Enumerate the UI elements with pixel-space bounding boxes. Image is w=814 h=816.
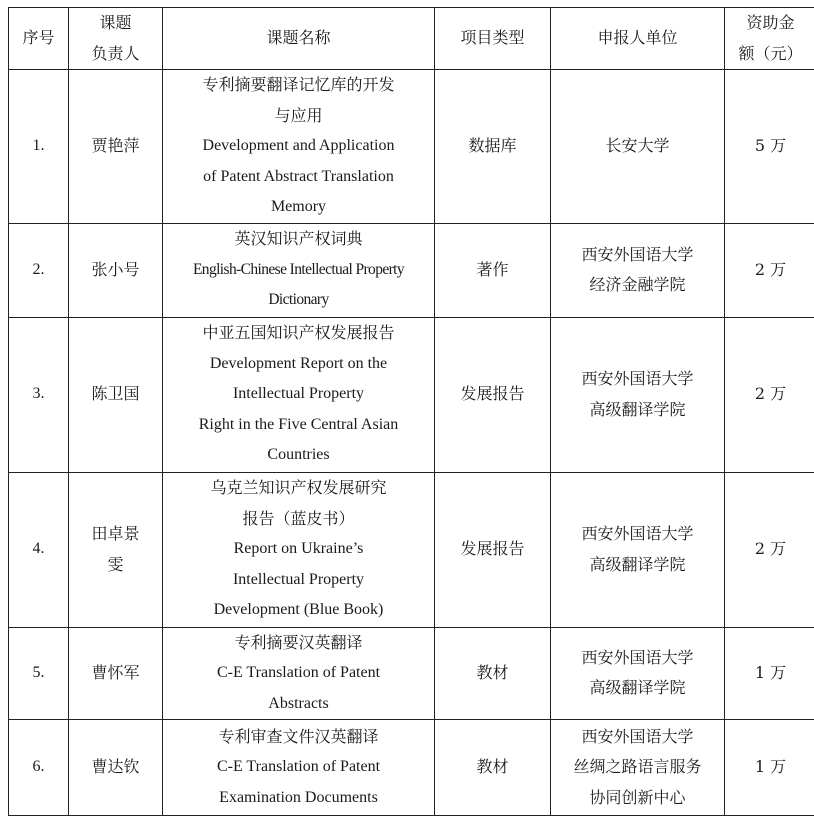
table-row (9, 70, 814, 224)
grants-table (8, 7, 814, 816)
cell-leader (69, 720, 163, 816)
text-line: Right in the Five Central Asian (198, 415, 399, 433)
text-line: 额（元） (738, 43, 803, 63)
table-body (9, 70, 814, 816)
cell-type: 发展报告 (435, 317, 551, 472)
table-row (9, 472, 814, 627)
cell-amount: 5 万 (725, 70, 814, 224)
text-line: 课题 (99, 13, 132, 32)
cell-title (163, 70, 435, 224)
table-header (9, 8, 814, 70)
title-english (166, 131, 431, 223)
text-line: Development Report on the (209, 354, 388, 372)
text-line: Development and Application (202, 137, 395, 154)
text-line: Intellectual Property (232, 570, 365, 588)
cell-title (163, 223, 435, 317)
text-line: 协同创新中心 (589, 787, 686, 807)
text-line: 高级翻译学院 (589, 678, 686, 698)
cell-index: 2. (9, 223, 69, 317)
text-line: Abstracts (268, 694, 329, 712)
text-line: 贾艳萍 (91, 136, 140, 155)
table-row (9, 720, 814, 816)
text-line: 西安外国语大学 (581, 244, 694, 264)
cell-type: 数据库 (435, 70, 551, 224)
text-line: 序号 (22, 28, 55, 48)
cell-index: 6. (9, 720, 69, 816)
text-line: Report on Ukraine’s (233, 540, 364, 558)
cell-leader (69, 627, 163, 720)
cell-type: 教材 (435, 627, 551, 720)
text-line: 西安外国语大学 (581, 524, 694, 543)
cell-title (163, 317, 435, 472)
text-line: 项目类型 (460, 28, 525, 48)
table-row (9, 223, 814, 317)
text-line: 雯 (107, 554, 124, 574)
cell-title (163, 627, 435, 720)
cell-amount: 2 万 (725, 317, 814, 472)
text-line: Intellectual Property (232, 385, 365, 403)
text-line: 西安外国语大学 (581, 726, 694, 746)
text-line: Countries (267, 446, 330, 464)
cell-unit (551, 627, 725, 720)
header-row (9, 8, 814, 70)
text-line: 西安外国语大学 (581, 647, 694, 667)
text-line: 乌克兰知识产权发展研究 (210, 478, 387, 498)
cell-amount: 1 万 (725, 627, 814, 720)
header-index (9, 8, 69, 70)
text-line: of Patent Abstract Translation (203, 167, 394, 185)
header-type (435, 8, 551, 70)
title-english (166, 349, 431, 471)
cell-amount: 2 万 (725, 472, 814, 627)
text-line: 申报人单位 (597, 28, 678, 48)
text-line: 陈卫国 (91, 384, 140, 404)
text-line: 专利摘要汉英翻译 (234, 632, 363, 652)
text-line: 张小号 (91, 259, 140, 279)
text-line: 专利摘要翻译记忆库的开发 (202, 75, 395, 94)
text-line: C-E Translation of Patent (216, 664, 381, 681)
header-title (163, 8, 435, 70)
cell-type: 教材 (435, 720, 551, 816)
table-row (9, 317, 814, 472)
cell-type: 著作 (435, 223, 551, 317)
text-line: 负责人 (91, 43, 140, 63)
text-line: 课题名称 (266, 28, 331, 48)
text-line: 资助金 (746, 13, 795, 32)
text-line: 中亚五国知识产权发展报告 (202, 323, 395, 343)
text-line: 田卓景 (91, 524, 140, 543)
title-english (166, 255, 431, 316)
text-line: 高级翻译学院 (589, 554, 686, 574)
cell-index: 1. (9, 70, 69, 224)
text-line: 西安外国语大学 (581, 369, 694, 388)
table-row (9, 627, 814, 720)
cell-index: 5. (9, 627, 69, 720)
cell-unit (551, 472, 725, 627)
text-line: Development (Blue Book) (213, 601, 384, 619)
text-line: 专利审查文件汉英翻译 (218, 726, 379, 746)
cell-unit (551, 720, 725, 816)
cell-title (163, 720, 435, 816)
cell-amount: 2 万 (725, 223, 814, 317)
cell-unit (551, 70, 725, 224)
cell-type: 发展报告 (435, 472, 551, 627)
header-amount (725, 8, 814, 70)
cell-leader (69, 317, 163, 472)
text-line: 英汉知识产权词典 (234, 229, 363, 249)
header-leader (69, 8, 163, 70)
header-unit (551, 8, 725, 70)
cell-leader (69, 70, 163, 224)
cell-leader (69, 472, 163, 627)
text-line: 长安大学 (605, 136, 670, 155)
text-line: 曹达钦 (91, 757, 140, 777)
cell-index: 3. (9, 317, 69, 472)
cell-amount: 1 万 (725, 720, 814, 816)
text-line: 经济金融学院 (589, 275, 686, 294)
title-english (166, 534, 431, 626)
text-line: 报告（蓝皮书） (242, 508, 355, 528)
text-line: 丝绸之路语言服务 (573, 757, 702, 777)
cell-leader (69, 223, 163, 317)
cell-title (163, 472, 435, 627)
text-line: Dictionary (268, 291, 329, 309)
text-line: C-E Translation of Patent (216, 758, 381, 776)
text-line: 曹怀军 (91, 663, 140, 682)
cell-unit (551, 223, 725, 317)
cell-index: 4. (9, 472, 69, 627)
text-line: Memory (270, 198, 327, 215)
title-english (166, 752, 431, 813)
text-line: 与应用 (274, 105, 323, 125)
text-line: Examination Documents (219, 788, 378, 806)
cell-unit (551, 317, 725, 472)
title-english (166, 658, 431, 719)
text-line: English-Chinese Intellectual Property (192, 260, 405, 278)
text-line: 高级翻译学院 (589, 399, 686, 419)
